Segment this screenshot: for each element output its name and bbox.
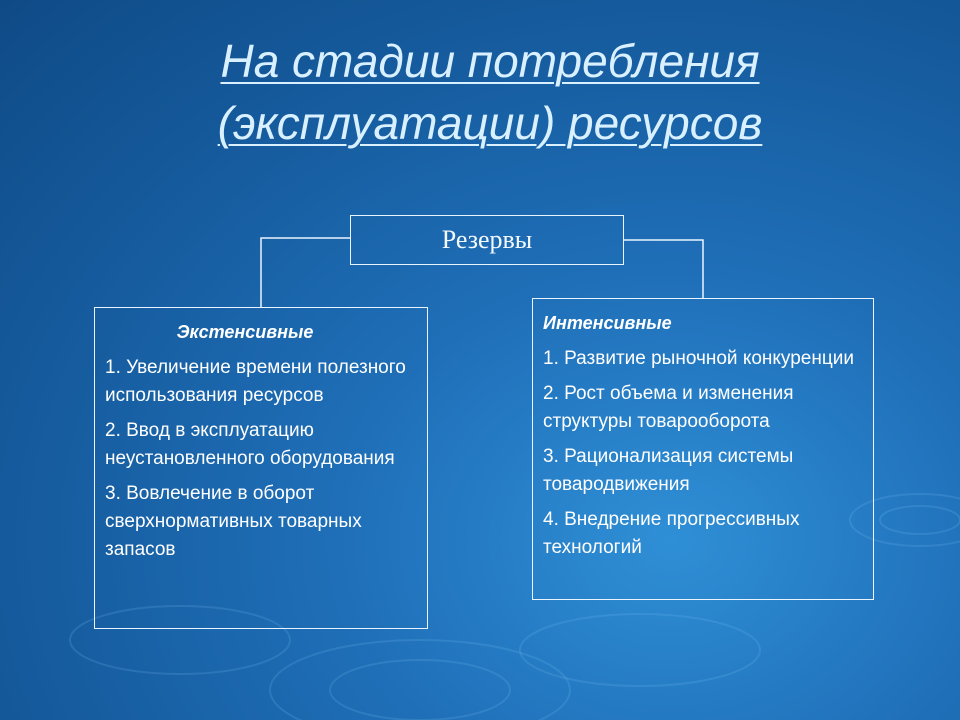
connector-right — [624, 240, 703, 298]
extensive-heading: Экстенсивные — [176, 322, 314, 342]
extensive-node — [94, 307, 428, 629]
extensive-item-3: 3. Вовлечение в оборот сверхнормативных товарных запасов — [105, 483, 362, 560]
title-line-2: (эксплуатации) ресурсов — [217, 97, 763, 149]
intensive-item-4: 4. Внедрение прогрессивных технологий — [543, 509, 800, 558]
reserves-label: Резервы — [441, 225, 533, 254]
intensive-item-3: 3. Рационализация системы товародвижения — [543, 446, 794, 495]
intensive-node — [532, 298, 874, 600]
page-title — [130, 30, 850, 154]
title-line-1: На стадии потребления — [220, 35, 760, 87]
intensive-item-1: 1. Развитие рыночной конкуренции — [543, 348, 854, 369]
intensive-item-2: 2. Рост объема и изменения структуры товарооборота — [543, 383, 794, 432]
intensive-heading: Интенсивные — [543, 313, 672, 333]
connector-left — [261, 238, 350, 307]
extensive-item-2: 2. Ввод в эксплуатацию неустановленного оборудования — [105, 420, 395, 469]
reserves-node — [350, 215, 624, 265]
extensive-item-1: 1. Увеличение времени полезного использования ресурсов — [105, 357, 406, 406]
